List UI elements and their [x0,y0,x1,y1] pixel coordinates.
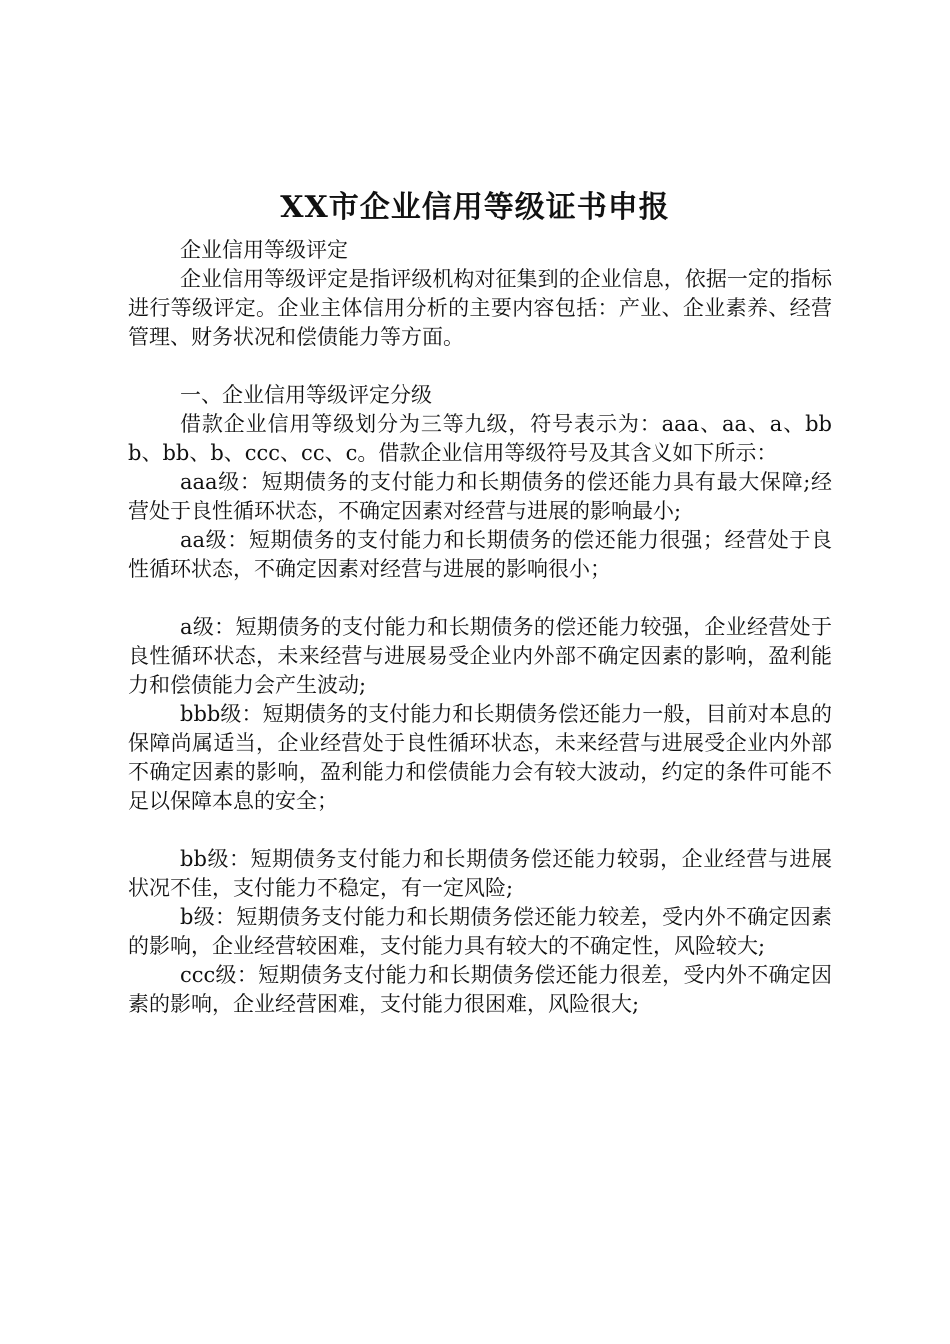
rating-ccc-paragraph: ccc级：短期债务支付能力和长期债务偿还能力很差，受内外不确定因素的影响，企业经营困难，支付能力很困难，风险很大; [128,963,832,1016]
paragraph-spacer [128,352,832,381]
rating-a-paragraph: a级：短期债务的支付能力和长期债务的偿还能力较强，企业经营处于良性循环状态，未来经营与进展易受企业内外部不确定因素的影响，盈利能力和偿债能力会产生波动; [128,615,832,697]
rating-aa-paragraph: aa级：短期债务的支付能力和长期债务的偿还能力很强；经营处于良性循环状态，不确定因素对经营与进展的影响很小； [128,528,832,581]
intro-paragraph: 企业信用等级评定是指评级机构对征集到的企业信息，依据一定的指标进行等级评定。企业主体信用分析的主要内容包括：产业、企业素养、经营管理、财务状况和偿债能力等方面。 [128,267,832,349]
rating-bbb-paragraph: bbb级：短期债务的支付能力和长期债务偿还能力一般，目前对本息的保障尚属适当，企业经营处于良性循环状态，未来经营与进展受企业内外部不确定因素的影响，盈利能力和偿债能力会有较大波动，约定的条件可能不足以保障本息的安全； [128,702,832,813]
section-heading-rating-levels: 一、企业信用等级评定分级 [180,383,432,407]
rating-b-paragraph: b级：短期债务支付能力和长期债务偿还能力较差，受内外不确定因素的影响，企业经营较困难，支付能力具有较大的不确定性，风险较大; [128,905,832,958]
paragraph-spacer [128,816,832,845]
section-heading-credit-rating: 企业信用等级评定 [180,238,348,262]
rating-scale-paragraph: 借款企业信用等级划分为三等九级，符号表示为：aaa、aa、a、bbb、bb、b、ccc、cc、c。借款企业信用等级符号及其含义如下所示： [128,412,832,465]
document-body [128,236,832,1019]
rating-bb-paragraph: bb级：短期债务支付能力和长期债务偿还能力较弱，企业经营与进展状况不佳，支付能力不稳定，有一定风险; [128,847,832,900]
rating-aaa-paragraph: aaa级：短期债务的支付能力和长期债务的偿还能力具有最大保障;经营处于良性循环状态，不确定因素对经营与进展的影响最小; [128,470,832,523]
document-title: XX市企业信用等级证书申报 [280,190,670,225]
paragraph-spacer [128,584,832,613]
